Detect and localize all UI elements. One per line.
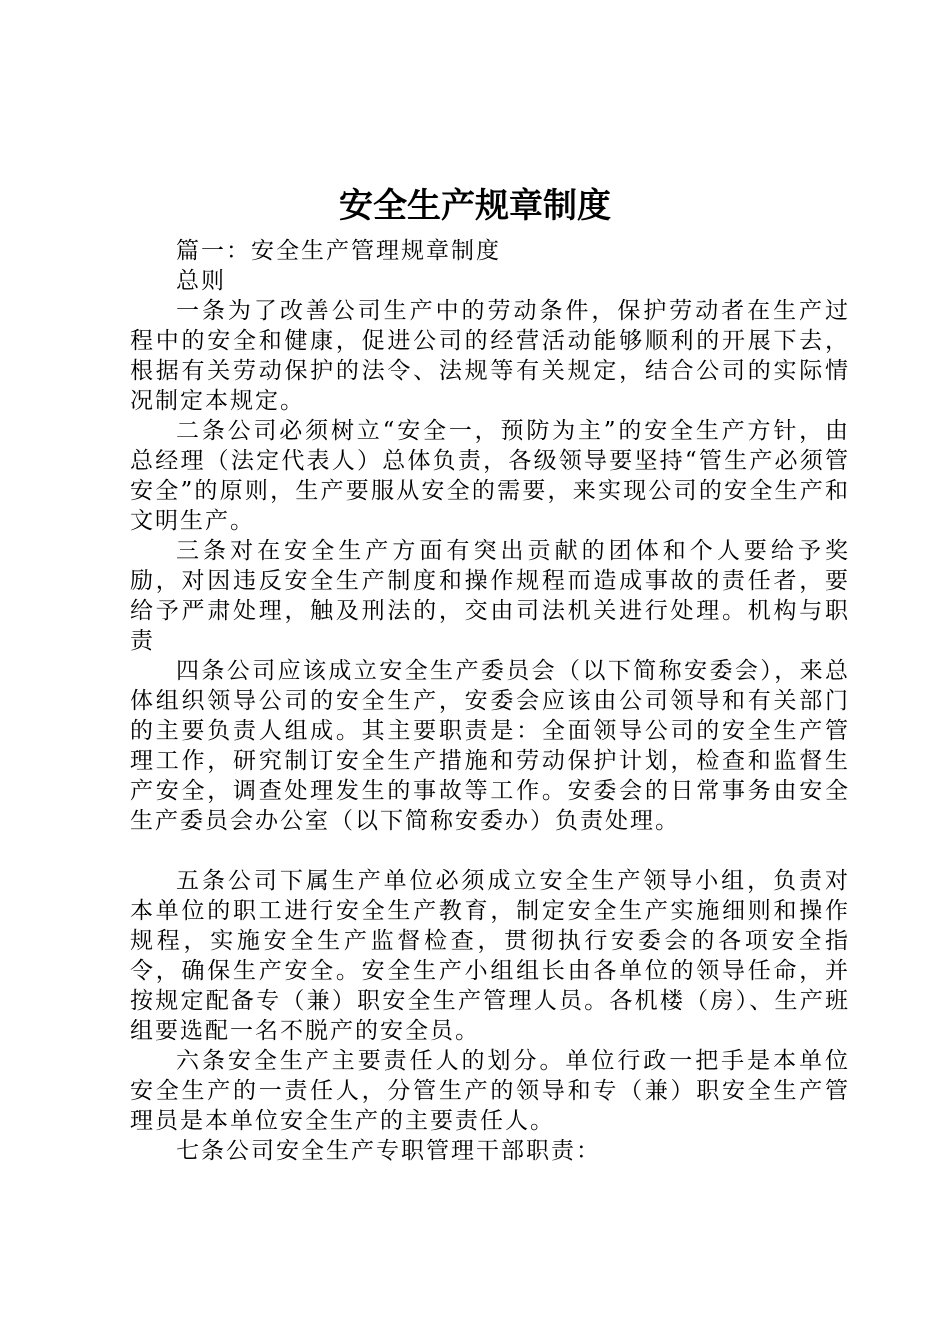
- document-body: [130, 236, 850, 1166]
- paragraph-article-5: 五条公司下属生产单位必须成立安全生产领导小组，负责对本单位的职工进行安全生产教育，制定安全生产实施细则和操作规程，实施安全生产监督检查，贯彻执行安委会的各项安全指令，确保生产安全。安全生产小组组长由各单位的领导任命，并按规定配备专（兼）职安全生产管理人员。各机楼（房）、生产班组要选配一名不脱产的安全员。: [130, 868, 850, 1044]
- paragraph-article-6: 六条安全生产主要责任人的划分。单位行政一把手是本单位安全生产的一责任人，分管生产的领导和专（兼）职安全生产管理员是本单位安全生产的主要责任人。: [130, 1048, 850, 1134]
- paragraph-article-2: 二条公司必须树立“安全一，预防为主”的安全生产方针，由总经理（法定代表人）总体负责，各级领导要坚持“管生产必须管安全”的原则，生产要服从安全的需要，来实现公司的安全生产和文明生产。: [130, 418, 850, 534]
- paragraph-article-3: 三条对在安全生产方面有突出贡献的团体和个人要给予奖励，对因违反安全生产制度和操作规程而造成事故的责任者，要给予严肃处理，触及刑法的，交由司法机关进行处理。机构与职责: [130, 538, 850, 654]
- paragraph-section-heading: 篇一：安全生产管理规章制度: [176, 238, 501, 264]
- paragraph-article-4: 四条公司应该成立安全生产委员会（以下简称安委会），来总体组织领导公司的安全生产，安委会应该由公司领导和有关部门的主要负责人组成。其主要职责是：全面领导公司的安全生产管理工作，研究制订安全生产措施和劳动保护计划，检查和监督生产安全，调查处理发生的事故等工作。安委会的日常事务由安全生产委员会办公室（以下简称安委办）负责处理。: [130, 658, 850, 834]
- document-title: 安全生产规章制度: [339, 186, 611, 226]
- paragraph-article-1: 一条为了改善公司生产中的劳动条件，保护劳动者在生产过程中的安全和健康，促进公司的经营活动能够顺利的开展下去，根据有关劳动保护的法令、法规等有关规定，结合公司的实际情况制定本规定。: [130, 298, 850, 414]
- paragraph-gap: [130, 836, 850, 866]
- paragraph-general-provisions: 总则: [176, 268, 226, 294]
- paragraph-article-7: 七条公司安全生产专职管理干部职责：: [176, 1138, 601, 1164]
